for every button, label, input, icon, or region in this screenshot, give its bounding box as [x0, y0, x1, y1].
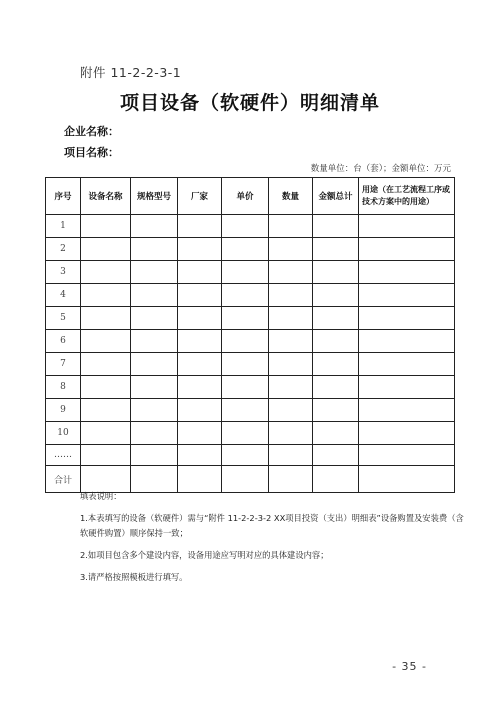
empty-cell [269, 445, 313, 466]
empty-cell [359, 422, 455, 445]
empty-cell [313, 399, 359, 422]
header-seq: 序号 [46, 178, 81, 215]
empty-cell [131, 422, 178, 445]
row-seq-cell: …… [46, 445, 81, 466]
row-seq-cell: 7 [46, 353, 81, 376]
table-row [46, 422, 455, 445]
empty-cell [313, 284, 359, 307]
header-unit-price: 单价 [222, 178, 269, 215]
empty-cell [178, 307, 222, 330]
page-number: - 35 - [392, 660, 427, 673]
empty-cell [313, 238, 359, 261]
empty-cell [313, 215, 359, 238]
empty-cell [222, 284, 269, 307]
empty-cell [269, 307, 313, 330]
empty-cell [359, 445, 455, 466]
empty-cell [269, 466, 313, 493]
empty-cell [359, 284, 455, 307]
note-item-3: 3.请严格按照模板进行填写。 [80, 572, 188, 582]
empty-cell [131, 445, 178, 466]
header-spec-model: 规格型号 [131, 178, 178, 215]
empty-cell [313, 330, 359, 353]
row-seq-cell: 10 [46, 422, 81, 445]
row-seq-cell: 3 [46, 261, 81, 284]
empty-cell [131, 353, 178, 376]
empty-cell [269, 376, 313, 399]
empty-cell [222, 261, 269, 284]
units-note: 数量单位：台（套）；金额单位：万元 [310, 164, 451, 174]
row-seq-cell: 8 [46, 376, 81, 399]
table-row [46, 261, 455, 284]
header-manufacturer: 厂家 [178, 178, 222, 215]
project-name-label: 项目名称： [64, 146, 119, 159]
empty-cell [131, 215, 178, 238]
empty-cell [359, 330, 455, 353]
header-equipment-name: 设备名称 [81, 178, 131, 215]
empty-cell [178, 445, 222, 466]
company-name-label: 企业名称： [64, 125, 119, 138]
empty-cell [313, 445, 359, 466]
empty-cell [81, 376, 131, 399]
empty-cell [178, 399, 222, 422]
row-seq-cell: 9 [46, 399, 81, 422]
header-purpose: 用途（在工艺流程工序或技术方案中的用途） [359, 178, 455, 215]
empty-cell [178, 215, 222, 238]
empty-cell [222, 399, 269, 422]
empty-cell [178, 353, 222, 376]
attachment-label: 附件 11-2-2-3-1 [80, 65, 182, 80]
empty-cell [131, 284, 178, 307]
empty-cell [269, 330, 313, 353]
row-seq-cell: 6 [46, 330, 81, 353]
empty-cell [269, 261, 313, 284]
empty-cell [81, 307, 131, 330]
empty-cell [81, 330, 131, 353]
header-total-amount: 金额总计 [313, 178, 359, 215]
row-seq-cell: 4 [46, 284, 81, 307]
empty-cell [269, 353, 313, 376]
table-row [46, 307, 455, 330]
empty-cell [131, 261, 178, 284]
empty-cell [269, 284, 313, 307]
empty-cell [222, 238, 269, 261]
empty-cell [81, 215, 131, 238]
equipment-table [45, 177, 455, 493]
empty-cell [131, 399, 178, 422]
empty-cell [178, 261, 222, 284]
empty-cell [178, 330, 222, 353]
empty-cell [81, 238, 131, 261]
empty-cell [222, 215, 269, 238]
row-seq-cell: 1 [46, 215, 81, 238]
empty-cell [359, 215, 455, 238]
empty-cell [313, 422, 359, 445]
empty-cell [222, 422, 269, 445]
empty-cell [222, 376, 269, 399]
notes-heading: 填表说明： [80, 491, 122, 501]
empty-cell [359, 399, 455, 422]
note-item-2: 2.如项目包含多个建设内容，设备用途应写明对应的具体建设内容； [80, 550, 329, 560]
empty-cell [81, 445, 131, 466]
table-row [46, 215, 455, 238]
empty-cell [81, 261, 131, 284]
empty-cell [131, 238, 178, 261]
table-row [46, 466, 455, 493]
empty-cell [178, 422, 222, 445]
empty-cell [81, 466, 131, 493]
empty-cell [359, 238, 455, 261]
empty-cell [269, 238, 313, 261]
empty-cell [313, 466, 359, 493]
empty-cell [359, 466, 455, 493]
empty-cell [269, 422, 313, 445]
empty-cell [81, 353, 131, 376]
empty-cell [313, 261, 359, 284]
empty-cell [222, 466, 269, 493]
empty-cell [178, 284, 222, 307]
empty-cell [313, 307, 359, 330]
table-row [46, 445, 455, 466]
empty-cell [359, 353, 455, 376]
empty-cell [359, 261, 455, 284]
table-row [46, 238, 455, 261]
empty-cell [81, 284, 131, 307]
table-row [46, 353, 455, 376]
empty-cell [222, 330, 269, 353]
empty-cell [178, 466, 222, 493]
table-row [46, 399, 455, 422]
empty-cell [222, 353, 269, 376]
empty-cell [313, 376, 359, 399]
empty-cell [178, 238, 222, 261]
header-quantity: 数量 [269, 178, 313, 215]
table-row [46, 330, 455, 353]
empty-cell [131, 307, 178, 330]
row-seq-cell: 2 [46, 238, 81, 261]
row-seq-cell: 合计 [46, 466, 81, 493]
empty-cell [81, 422, 131, 445]
table-header-row [46, 178, 455, 215]
empty-cell [222, 307, 269, 330]
empty-cell [222, 445, 269, 466]
empty-cell [131, 376, 178, 399]
table-row [46, 376, 455, 399]
empty-cell [359, 307, 455, 330]
empty-cell [178, 376, 222, 399]
row-seq-cell: 5 [46, 307, 81, 330]
empty-cell [313, 353, 359, 376]
table-row [46, 284, 455, 307]
empty-cell [269, 399, 313, 422]
page-title: 项目设备（软硬件）明细清单 [119, 92, 380, 114]
filling-instructions [80, 490, 465, 592]
empty-cell [269, 215, 313, 238]
empty-cell [131, 330, 178, 353]
empty-cell [131, 466, 178, 493]
note-item-1: 1.本表填写的设备（软硬件）需与“附件 11-2-2-3-2 XX项目投资（支出）明细表”设备购置及安装费（含软硬件购置）顺序保持一致； [80, 513, 464, 538]
empty-cell [81, 399, 131, 422]
empty-cell [359, 376, 455, 399]
